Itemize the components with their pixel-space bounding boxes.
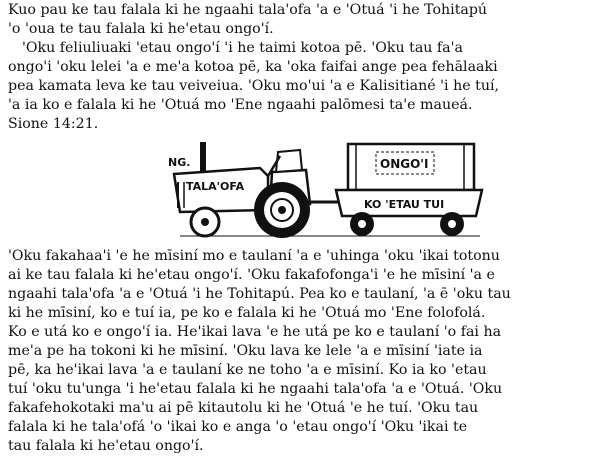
text-line: ki he mīsiní, ko e tuí ia, pe ko e falala ki he 'Otuá mo 'Ene folofolá. bbox=[8, 305, 486, 321]
text-line: pē, ka he'ikai lava 'a e taulaní ke ne toho 'a e mīsiní. Ko ia ko 'etau bbox=[8, 362, 487, 378]
text-line: ngaahi tala'ofa 'a e 'Otuá 'i he Tohitapú. Pea ko e taulaní, 'a ē 'oku tau bbox=[8, 286, 511, 302]
text-line: Kuo pau ke tau falala ki he ngaahi tala'ofa 'a e 'Otuá 'i he Tohitapú bbox=[8, 2, 488, 18]
load-label: ONGO'I bbox=[380, 157, 429, 171]
tractor-seat bbox=[276, 150, 302, 172]
text-line: 'Oku feliuliuaki 'etau ongo'í 'i he taimi kotoa pē. 'Oku tau fa'a bbox=[22, 40, 463, 56]
intro-paragraph bbox=[8, 1, 594, 134]
text-line: me'a pe ha tokoni ki he mīsiní. 'Oku lava ke lele 'a e mīsiní 'iate ia bbox=[8, 343, 483, 359]
cart-label: KO 'ETAU TUI bbox=[364, 198, 445, 211]
text-line: tuí 'oku tu'unga 'i he'etau falala ki he ngaahi tala'ofa 'a e 'Otuá. 'Oku bbox=[8, 381, 503, 397]
scripture-reference: Sione 14:21. bbox=[8, 116, 99, 132]
tractor-illustration bbox=[160, 132, 490, 244]
exhaust-pipe bbox=[200, 142, 206, 172]
text-line: pea kamata leva ke tau veiveiua. 'Oku mo'ui 'a e Kalisitiané 'i he tuí, bbox=[8, 78, 500, 94]
text-line: falala ki he tala'ofá 'o 'ikai ko e anga 'o 'etau ongo'í 'Oku 'ikai te bbox=[8, 419, 468, 435]
text-line: tau falala ki he'etau ongo'í. bbox=[8, 438, 204, 454]
tractor-label-talaofa: TALA'OFA bbox=[186, 180, 245, 193]
text-line: ongo'i 'oku lelei 'a e me'a kotoa pē, ka 'oka faifai ange pea fehālaaki bbox=[8, 59, 498, 75]
text-line: fakafehokotaki ma'u ai pē kitautolu ki he 'Otuá 'e he tuí. 'Oku tau bbox=[8, 400, 479, 416]
text-line: ai ke tau falala ki he'etau ongo'í. 'Oku fakafofonga'i 'e he mīsiní 'a e bbox=[8, 267, 495, 283]
text-line: 'o 'oua te tau falala ki he'etau ongo'í. bbox=[8, 21, 274, 37]
explanation-paragraph bbox=[8, 247, 594, 456]
text-line: 'a ia ko e falala ki he 'Otuá mo 'Ene ngaahi palōmesi ta'e maueá. bbox=[8, 97, 473, 113]
text-line: 'Oku fakahaa'i 'e he mīsiní mo e taulaní 'a e 'uhinga 'oku 'ikai totonu bbox=[8, 248, 500, 264]
text-line: Ko e utá ko e ongo'í ia. He'ikai lava 'e he utá pe ko e taulaní 'o fai ha bbox=[8, 324, 502, 340]
tractor-label-ng: NG. bbox=[168, 156, 191, 169]
